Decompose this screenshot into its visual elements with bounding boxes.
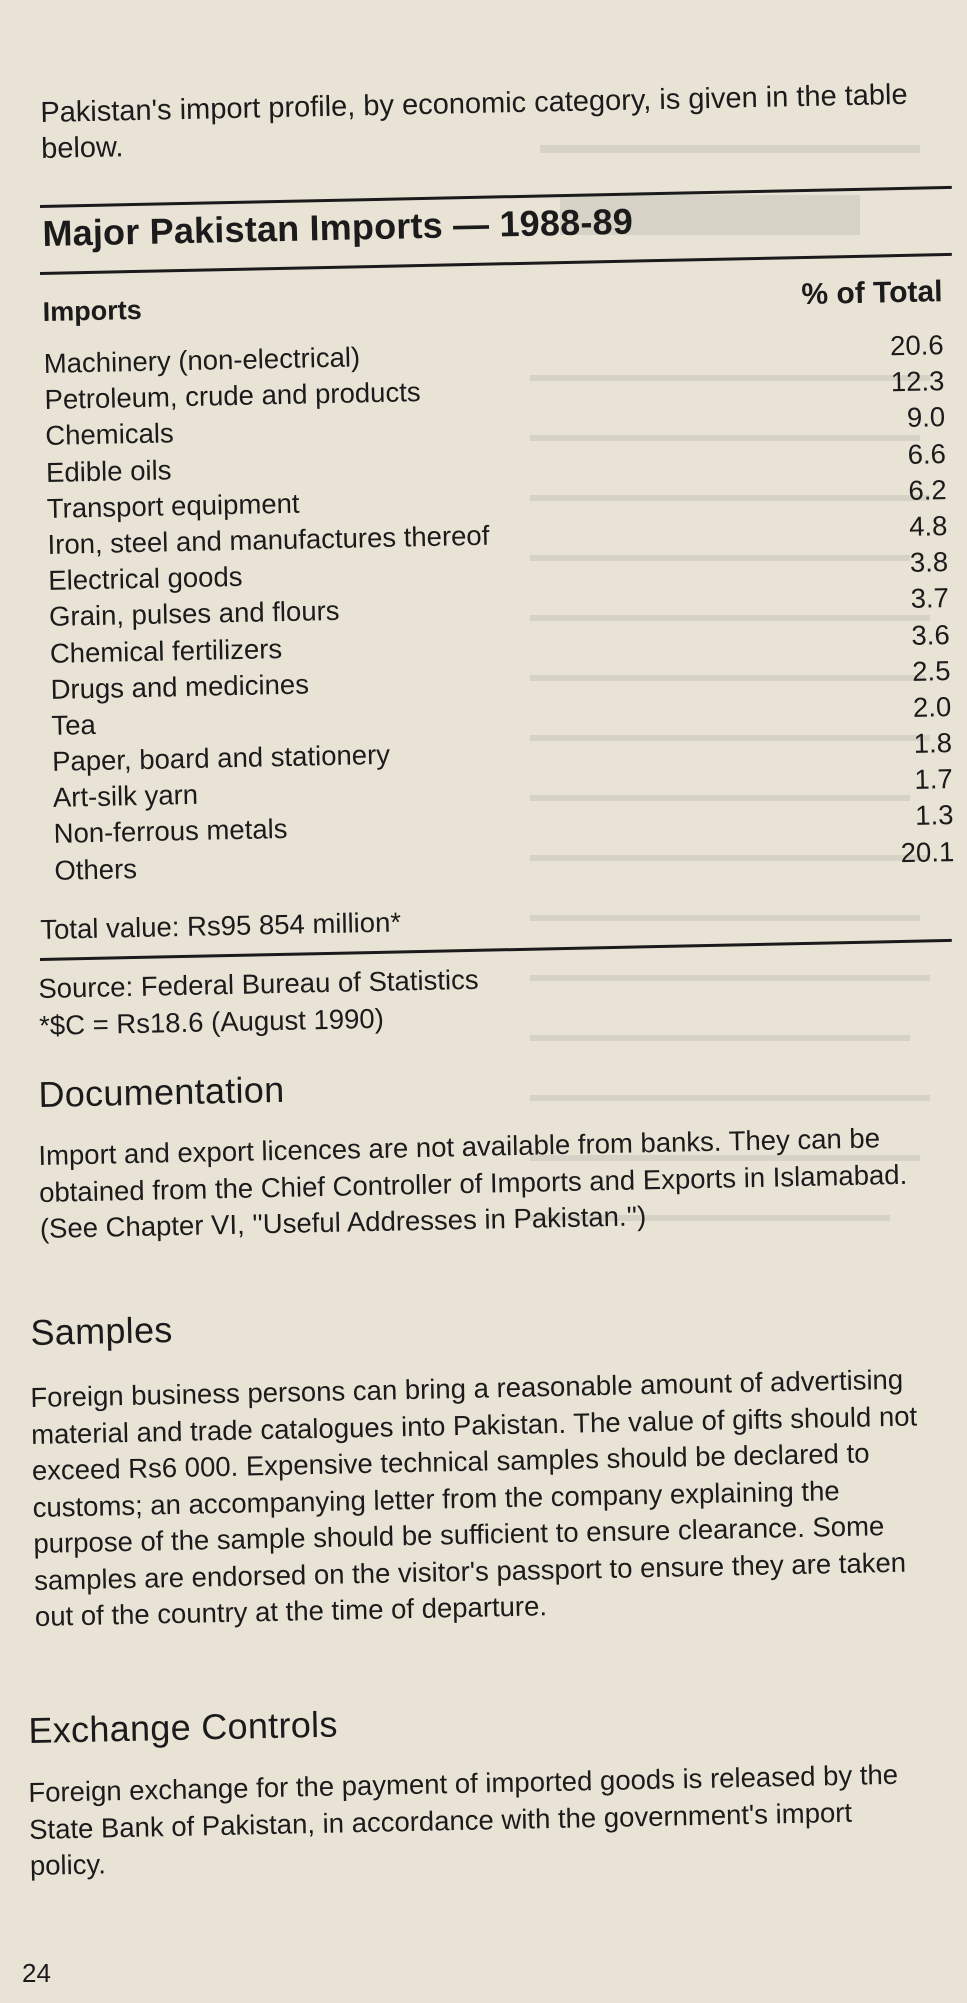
import-percent: 1.8 bbox=[913, 727, 953, 759]
import-category: Chemical fertilizers bbox=[49, 632, 283, 669]
paragraph-documentation: Import and export licences are not available from banks. They can be obtained from the Chief Controller of Imports and Exports in Islamabad. (See Chapter VI, ''Useful Addresses in Pakistan.'') bbox=[38, 1122, 908, 1244]
paragraph-samples: Foreign business persons can bring a reasonable amount of advertising material and trade catalogues into Pakistan. The value of gifts should not exceed Rs6 000. Expensive technical samples should be declared to customs; an accompanying letter from the company explaining the purpose of the sample should be sufficient to ensure clearance. Some samples are endorsed on the visitor's passport to ensure they are taken out of the country at the time of departure. bbox=[30, 1363, 918, 1632]
page-number: 24 bbox=[22, 1958, 51, 1988]
import-category: Non-ferrous metals bbox=[53, 813, 288, 850]
import-percent: 20.6 bbox=[889, 329, 944, 362]
heading-exchange-controls: Exchange Controls bbox=[28, 1703, 339, 1751]
intro-paragraph: Pakistan's import profile, by economic category, is given in the table below. bbox=[40, 78, 908, 165]
import-percent: 1.7 bbox=[914, 763, 954, 796]
import-category: Transport equipment bbox=[46, 487, 300, 524]
table-body bbox=[43, 327, 954, 889]
import-category: Grain, pulses and flours bbox=[48, 595, 340, 633]
heading-samples: Samples bbox=[30, 1309, 173, 1353]
table-title: Major Pakistan Imports — 1988-89 bbox=[42, 200, 634, 254]
import-percent: 20.1 bbox=[900, 835, 955, 868]
source-line: Source: Federal Bureau of Statistics bbox=[38, 963, 479, 1004]
import-category: Edible oils bbox=[45, 453, 172, 488]
imports-table bbox=[42, 259, 955, 889]
import-percent: 6.2 bbox=[908, 473, 947, 506]
import-percent: 3.6 bbox=[911, 618, 950, 651]
import-category: Electrical goods bbox=[48, 560, 243, 597]
currency-note: *$C = Rs18.6 (August 1990) bbox=[38, 1002, 385, 1041]
column-header-percent: % of Total bbox=[801, 275, 943, 312]
import-category: Drugs and medicines bbox=[50, 668, 310, 705]
table-source bbox=[38, 961, 480, 1044]
import-percent: 6.6 bbox=[907, 437, 947, 470]
import-category: Art-silk yarn bbox=[52, 779, 199, 814]
import-category: Others bbox=[54, 852, 138, 886]
column-header-imports: Imports bbox=[42, 294, 143, 327]
import-category: Machinery (non-electrical) bbox=[43, 341, 361, 379]
import-percent: 1.3 bbox=[914, 799, 954, 832]
table-total: Total value: Rs95 854 million* bbox=[40, 906, 402, 945]
import-category: Petroleum, crude and products bbox=[44, 376, 421, 416]
import-percent: 4.8 bbox=[908, 510, 948, 542]
import-category: Paper, board and stationery bbox=[51, 738, 391, 777]
import-percent: 12.3 bbox=[890, 365, 945, 398]
import-percent: 3.7 bbox=[910, 582, 950, 615]
import-percent: 2.5 bbox=[911, 654, 951, 687]
import-percent: 3.8 bbox=[909, 546, 949, 579]
import-category: Chemicals bbox=[44, 417, 174, 452]
import-percent: 9.0 bbox=[906, 401, 946, 434]
import-category: Tea bbox=[51, 708, 97, 741]
heading-documentation: Documentation bbox=[38, 1068, 285, 1115]
paragraph-exchange-controls: Foreign exchange for the payment of imported goods is released by the State Bank of Pakistan, in accordance with the government's import policy. bbox=[28, 1758, 899, 1881]
import-percent: 2.0 bbox=[912, 690, 952, 723]
import-category: Iron, steel and manufactures thereof bbox=[47, 519, 490, 560]
